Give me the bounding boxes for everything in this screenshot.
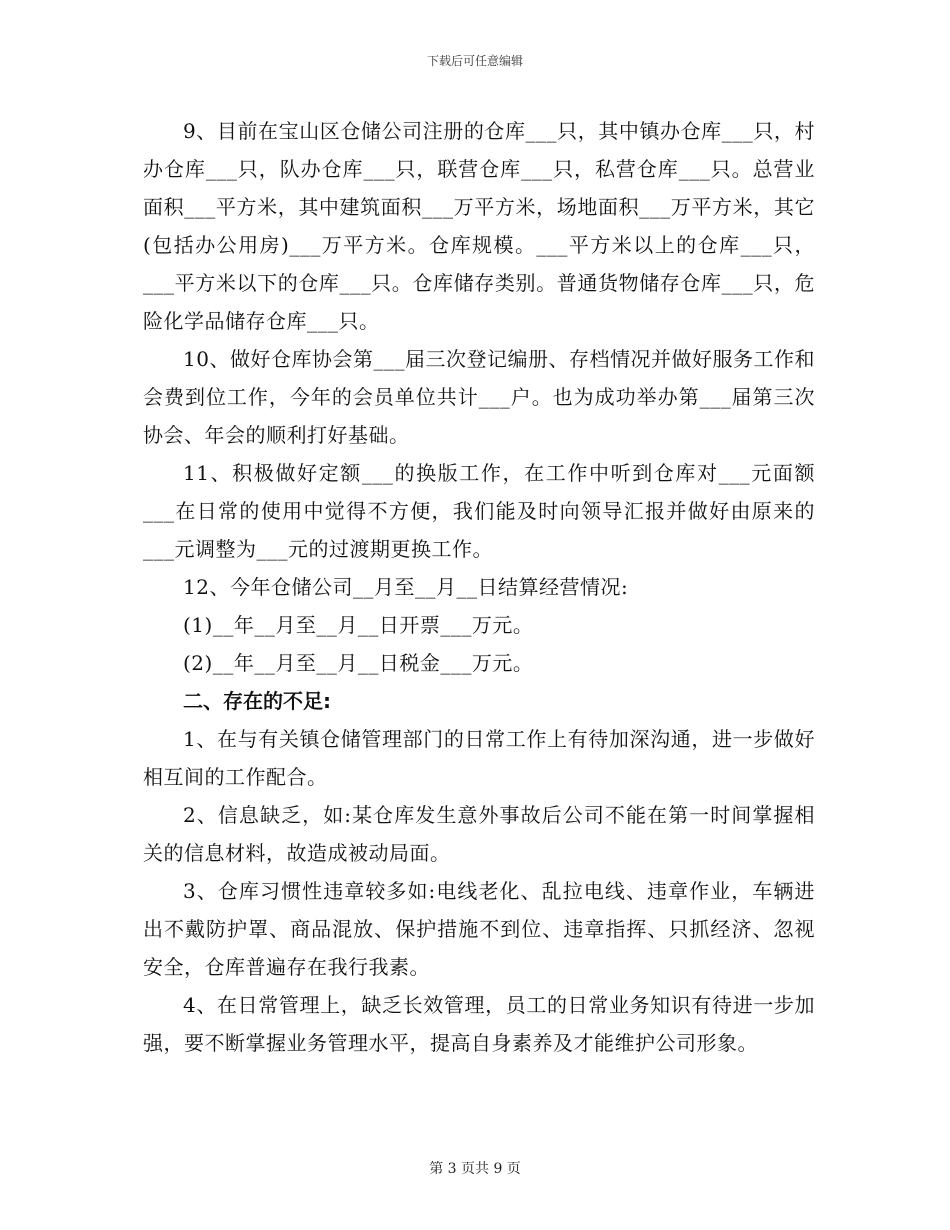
paragraph-item-12: 12、今年仓储公司__月至__月__日结算经营情况: [183,575,629,599]
document-body [143,112,815,1062]
paragraph-item-9: 9、目前在宝山区仓储公司注册的仓库___只，其中镇办仓库___只，村办仓库___只，队办仓库___只，联营仓库___只，私营仓库___只。总营业面积___平方米，其中建筑面积___万平方米，场地面积___万平方米，其它(包括办公用房)___万平方米。仓库规模。___平方米以上的仓库___只，___平方米以下的仓库___只。仓库储存类别。普通货物储存仓库___只，危险化学品储存仓库___只。 [143,119,815,333]
page-footer: 第 3 页共 9 页 [429,1161,521,1177]
shortcoming-item-2: 2、信息缺乏，如:某仓库发生意外事故后公司不能在第一时间掌握相关的信息材料，故造成被动局面。 [143,803,815,865]
page-header: 下载后可任意编辑 [426,54,523,68]
shortcoming-item-4: 4、在日常管理上，缺乏长效管理，员工的日常业务知识有待进一步加强，要不断掌握业务管理水平，提高自身素养及才能维护公司形象。 [143,993,815,1055]
paragraph-sub-item-2: (2)__年__月至__月__日税金___万元。 [183,651,534,675]
paragraph-sub-item-1: (1)__年__月至__月__日开票___万元。 [183,613,534,637]
shortcoming-item-1: 1、在与有关镇仓储管理部门的日常工作上有待加深沟通，进一步做好相互间的工作配合。 [143,727,815,789]
section-heading: 二、存在的不足: [183,689,331,713]
shortcoming-item-3: 3、仓库习惯性违章较多如:电线老化、乱拉电线、违章作业，车辆进出不戴防护罩、商品混放、保护措施不到位、违章指挥、只抓经济、忽视安全，仓库普遍存在我行我素。 [143,879,815,979]
paragraph-item-10: 10、做好仓库协会第___届三次登记编册、存档情况并做好服务工作和会费到位工作，今年的会员单位共计___户。也为成功举办第___届第三次协会、年会的顺利打好基础。 [143,347,815,447]
paragraph-item-11: 11、积极做好定额___的换版工作，在工作中听到仓库对___元面额___在日常的使用中觉得不方便，我们能及时向领导汇报并做好由原来的___元调整为___元的过渡期更换工作。 [143,461,815,561]
